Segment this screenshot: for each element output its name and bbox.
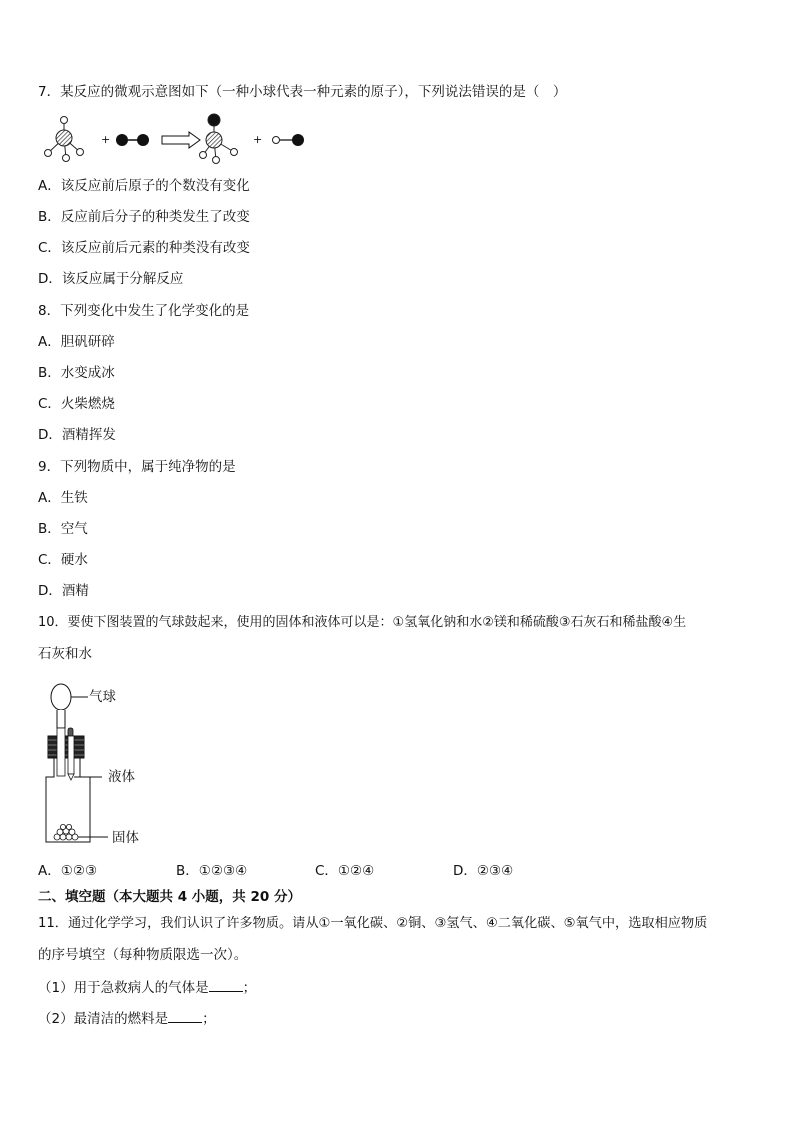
- product-molecule-hcl: [273, 134, 305, 146]
- q10-option-b: B．①②③④: [176, 863, 248, 879]
- q7-stem: 7．某反应的微观示意图如下（一种小球代表一种元素的原子），下列说法错误的是（ ）: [38, 84, 567, 100]
- q11-stem-line1: 11．通过化学学习，我们认识了许多物质。请从①一氧化碳、②铜、③氢气、④二氧化碳、⑤氧气中，选取相应物质: [38, 916, 708, 931]
- q7-option-a: A．该反应前后原子的个数没有变化: [38, 178, 250, 194]
- plus-sign-1: +: [101, 133, 111, 146]
- q11-sub1-blank[interactable]: [209, 978, 243, 992]
- q10-stem-line2: 石灰和水: [38, 646, 92, 662]
- q7-option-d: D．该反应属于分解反应: [38, 271, 184, 287]
- q11-sub2-suffix: ；: [202, 1011, 216, 1027]
- q10-option-c: C．①②④: [315, 863, 375, 879]
- plus-sign-2: +: [253, 133, 263, 146]
- q7-option-b: B．反应前后分子的种类发生了改变: [38, 209, 250, 225]
- product-molecule-ch3cl: [200, 114, 238, 164]
- liquid-label: 液体: [108, 769, 135, 785]
- q11-sub1-text: （1）用于急救病人的气体是: [38, 980, 209, 996]
- q10-stem-line1: 10．要使下图装置的气球鼓起来，使用的固体和液体可以是：①氢氧化钠和水②镁和稀硫酸③石灰石和稀盐酸④生: [38, 615, 687, 630]
- q7-reaction-diagram: [38, 110, 328, 166]
- q11-sub2: [38, 1009, 216, 1028]
- q11-sub2-text: （2）最清洁的燃料是: [38, 1011, 169, 1027]
- q9-option-b: B．空气: [38, 521, 88, 537]
- balloon-label: 气球: [89, 689, 116, 705]
- q10-option-d: D．②③④: [453, 863, 514, 879]
- q8-option-a: A．胆矾研碎: [38, 334, 115, 350]
- q11-sub1: [38, 978, 256, 997]
- q10-apparatus-diagram: [40, 680, 170, 850]
- q10-option-a: A．①②③: [38, 863, 98, 879]
- q9-option-a: A．生铁: [38, 490, 88, 506]
- balloon-shape: [51, 684, 71, 710]
- reactant-molecule-diatomic: [116, 134, 149, 146]
- q8-option-c: C．火柴燃烧: [38, 396, 115, 412]
- solid-label: 固体: [112, 830, 139, 846]
- q11-stem-line2: 的序号填空（每种物质限选一次）。: [38, 947, 248, 963]
- q9-option-c: C．硬水: [38, 552, 88, 568]
- q8-option-d: D．酒精挥发: [38, 427, 116, 443]
- q8-option-b: B．水变成冰: [38, 365, 115, 381]
- reaction-arrow-icon: [162, 132, 200, 148]
- q7-option-c: C．该反应前后元素的种类没有改变: [38, 240, 250, 256]
- q9-option-d: D．酒精: [38, 583, 89, 599]
- section-2-title: 二、填空题（本大题共 4 小题，共 20 分）: [38, 889, 301, 905]
- reactant-molecule-ch4: [45, 117, 84, 162]
- q8-stem: 8．下列变化中发生了化学变化的是: [38, 303, 250, 319]
- q11-sub2-blank[interactable]: [168, 1009, 202, 1023]
- q9-stem: 9．下列物质中，属于纯净物的是: [38, 459, 236, 475]
- q11-sub1-suffix: ；: [242, 980, 257, 996]
- solid-granules: [54, 824, 78, 840]
